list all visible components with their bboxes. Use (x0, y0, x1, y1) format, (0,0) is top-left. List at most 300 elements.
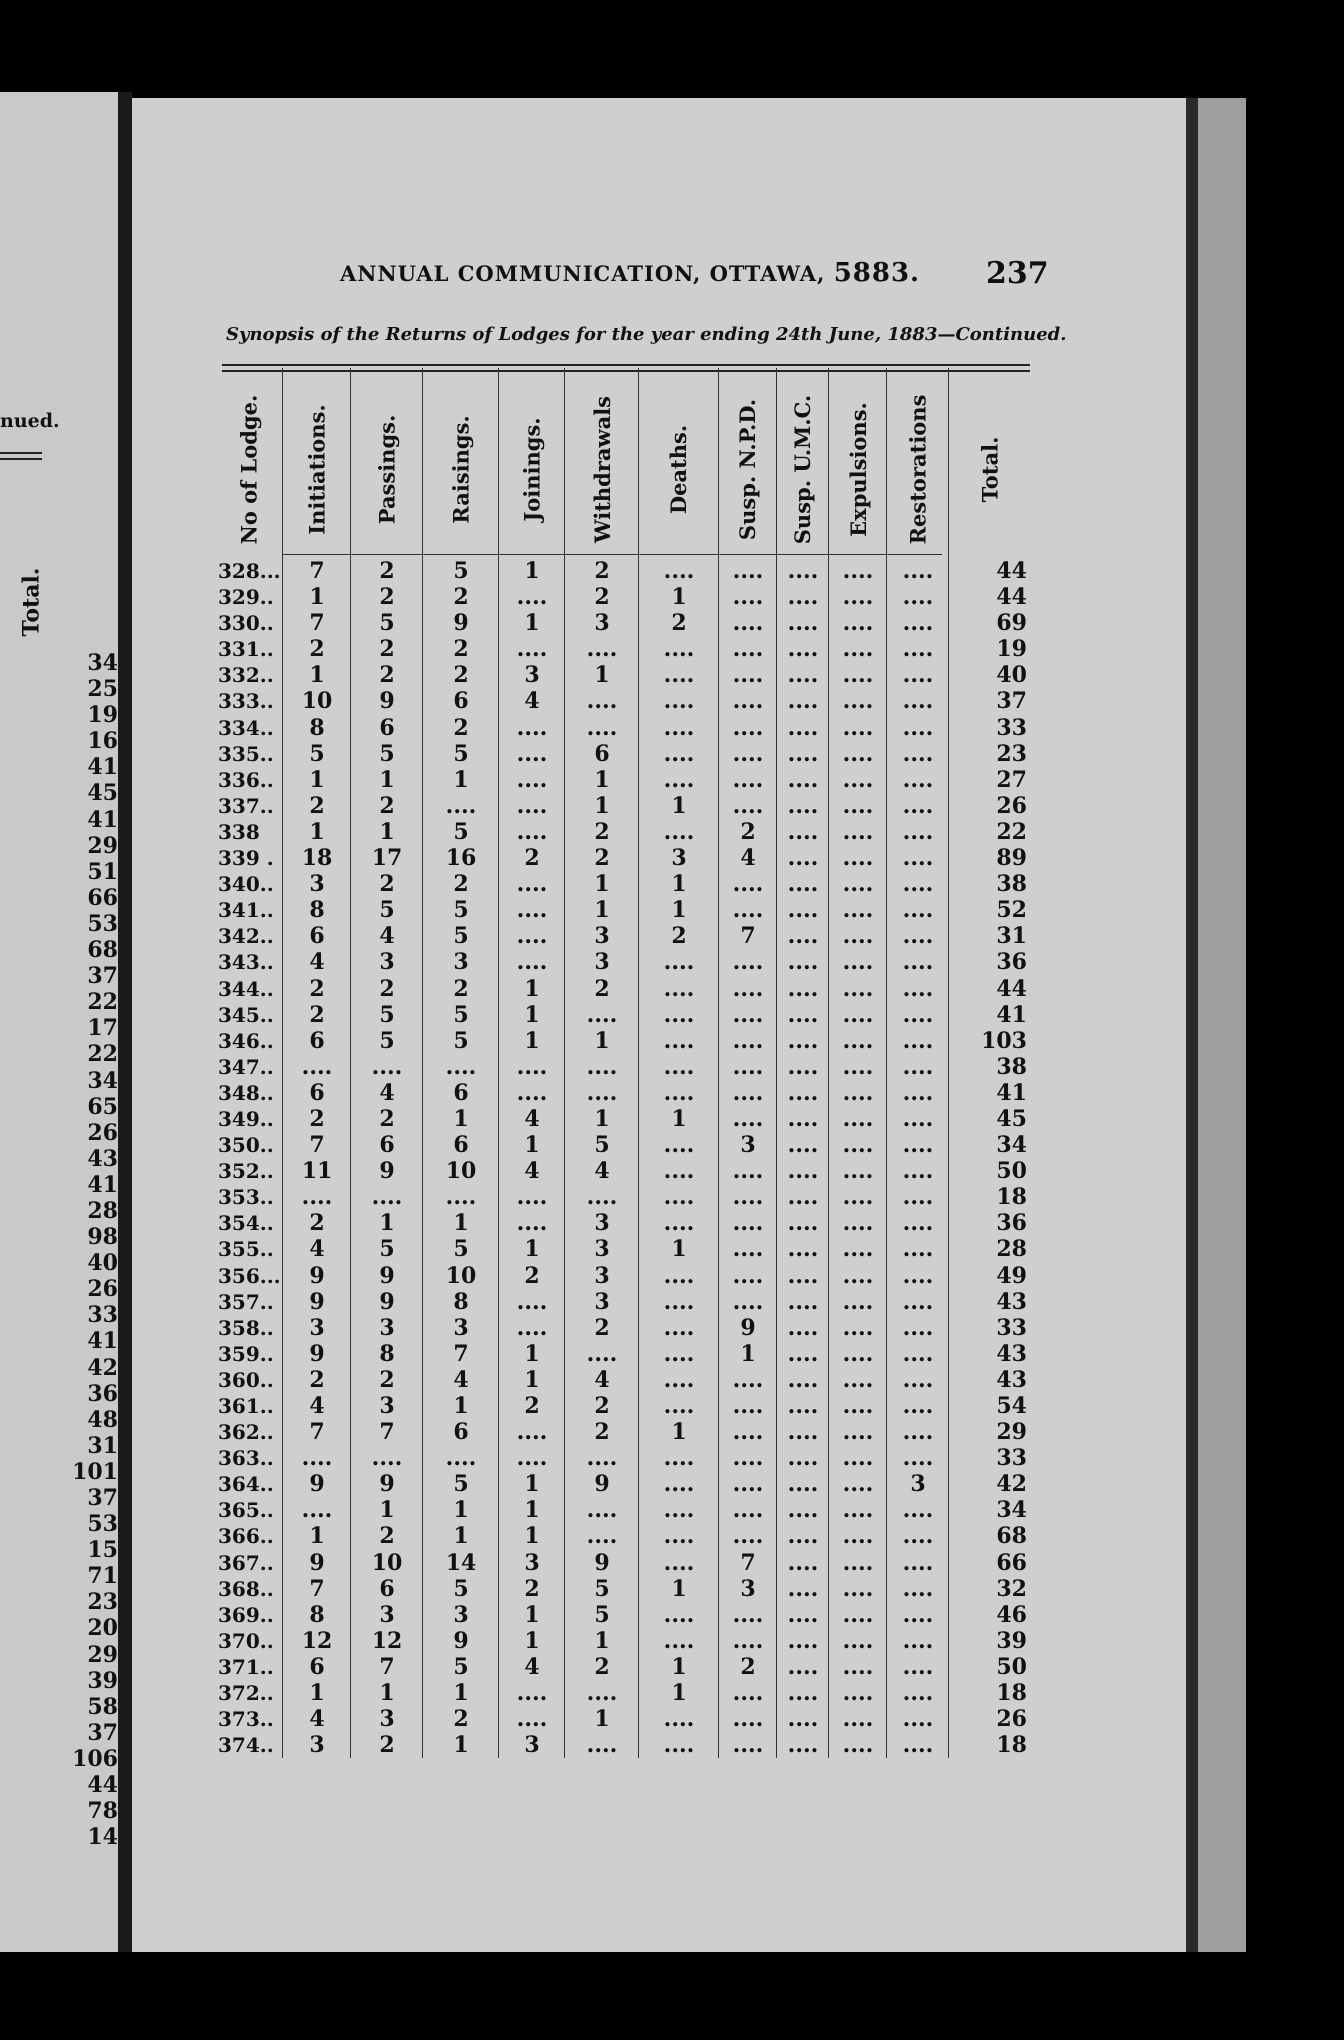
table-cell-initiations: 9 (309, 1471, 325, 1498)
header-deaths: Deaths. (666, 424, 692, 515)
table-cell-raisings: 6 (453, 688, 469, 715)
table-cell-susp-npd: .... (732, 1627, 764, 1654)
table-cell-expulsions: .... (842, 975, 874, 1002)
table-cell-joinings: 1 (524, 1523, 540, 1550)
table-cell-lodge: 342.. (218, 924, 274, 949)
table-cell-passings: 9 (379, 1262, 395, 1289)
table-cell-total: 33 (996, 1445, 1027, 1472)
top-rule (222, 364, 1030, 366)
table-cell-restorations: .... (902, 714, 934, 741)
table-cell-raisings: 3 (453, 1314, 469, 1341)
table-cell-susp-npd: .... (732, 1471, 764, 1498)
table-cell-lodge: 343.. (218, 950, 274, 975)
table-cell-withdrawals: 3 (594, 1236, 610, 1263)
table-cell-restorations: .... (902, 1314, 934, 1341)
table-cell-restorations: .... (902, 1132, 934, 1159)
table-cell-joinings: .... (516, 792, 548, 819)
table-cell-restorations: .... (902, 1053, 934, 1080)
table-cell-deaths: .... (663, 975, 695, 1002)
table-cell-expulsions: .... (842, 1158, 874, 1185)
table-cell-passings: 6 (379, 714, 395, 741)
table-cell-joinings: 1 (524, 1340, 540, 1367)
table-cell-initiations: 1 (309, 1523, 325, 1550)
table-cell-susp-umc: .... (787, 1471, 819, 1498)
table-cell-expulsions: .... (842, 897, 874, 924)
table-cell-withdrawals: .... (586, 688, 618, 715)
table-cell-lodge: 332.. (218, 663, 274, 688)
header-withdrawals: Withdrawals (589, 396, 615, 543)
table-cell-lodge: 333.. (218, 689, 274, 714)
table-cell-expulsions: .... (842, 636, 874, 663)
table-cell-total: 43 (996, 1340, 1027, 1367)
table-cell-expulsions: .... (842, 1575, 874, 1602)
table-cell-deaths: .... (663, 1027, 695, 1054)
left-page-total-value: 39 (87, 1667, 118, 1694)
table-cell-raisings: 9 (453, 1627, 469, 1654)
table-cell-restorations: .... (902, 845, 934, 872)
table-cell-susp-npd: 1 (740, 1340, 756, 1367)
left-page-total-value: 23 (87, 1589, 118, 1616)
table-cell-susp-umc: .... (787, 1158, 819, 1185)
table-cell-susp-npd: .... (732, 1184, 764, 1211)
table-cell-total: 36 (996, 1210, 1027, 1237)
table-cell-expulsions: .... (842, 740, 874, 767)
table-cell-total: 27 (996, 766, 1027, 793)
table-cell-passings: 3 (379, 1393, 395, 1419)
table-cell-lodge: 349.. (218, 1106, 274, 1131)
table-cell-total: 36 (996, 949, 1027, 976)
table-cell-raisings: 5 (453, 1653, 469, 1680)
table-cell-total: 44 (996, 975, 1027, 1002)
column-susp-npd (718, 368, 777, 1758)
left-page-total-value: 53 (87, 1511, 118, 1538)
left-page-total-value: 31 (87, 1432, 118, 1459)
table-cell-restorations: .... (902, 1079, 934, 1106)
divider (0, 458, 42, 460)
table-cell-raisings: 10 (445, 1262, 477, 1289)
table-cell-restorations: .... (902, 662, 934, 689)
table-cell-passings: 9 (379, 1158, 395, 1185)
table-cell-raisings: 3 (453, 949, 469, 976)
table-cell-restorations: .... (902, 636, 934, 663)
table-cell-restorations: .... (902, 1027, 934, 1054)
table-cell-initiations: .... (301, 1184, 333, 1211)
table-cell-restorations: .... (902, 1445, 934, 1472)
table-cell-raisings: 10 (445, 1158, 477, 1185)
table-cell-expulsions: .... (842, 1001, 874, 1028)
table-cell-susp-umc: .... (787, 584, 819, 611)
table-cell-total: 54 (996, 1393, 1027, 1419)
table-cell-susp-npd: .... (732, 871, 764, 898)
table-cell-joinings: 1 (524, 1497, 540, 1524)
table-cell-susp-npd: .... (732, 766, 764, 793)
left-page-total-value: 14 (87, 1824, 118, 1851)
table-cell-initiations: .... (301, 1497, 333, 1524)
table-cell-passings: 7 (379, 1653, 395, 1680)
table-cell-susp-umc: .... (787, 1549, 819, 1576)
table-cell-susp-npd: .... (732, 610, 764, 637)
table-cell-initiations: 2 (309, 1001, 325, 1028)
table-cell-initiations: 9 (309, 1262, 325, 1289)
table-cell-susp-umc: .... (787, 1627, 819, 1654)
table-cell-total: 18 (996, 1732, 1027, 1759)
table-cell-passings: 1 (379, 1210, 395, 1237)
table-cell-initiations: 6 (309, 923, 325, 950)
table-cell-total: 29 (996, 1419, 1027, 1446)
table-cell-restorations: .... (902, 558, 934, 584)
table-cell-initiations: 5 (309, 740, 325, 767)
table-cell-total: 89 (996, 845, 1027, 872)
table-cell-susp-npd: .... (732, 1601, 764, 1628)
table-cell-deaths: .... (663, 688, 695, 715)
table-cell-withdrawals: .... (586, 1079, 618, 1106)
left-page-total-value: 66 (87, 884, 118, 911)
table-cell-restorations: .... (902, 584, 934, 611)
table-cell-initiations: 4 (309, 949, 325, 976)
table-cell-susp-npd: .... (732, 1001, 764, 1028)
table-cell-susp-npd: .... (732, 584, 764, 611)
table-cell-expulsions: .... (842, 1314, 874, 1341)
table-cell-susp-umc: .... (787, 688, 819, 715)
table-cell-joinings: .... (516, 1288, 548, 1315)
table-cell-restorations: .... (902, 1340, 934, 1367)
header-susp-umc: Susp. U.M.C. (790, 394, 816, 545)
divider (0, 452, 42, 454)
table-cell-passings: .... (371, 1053, 403, 1080)
table-cell-expulsions: .... (842, 1132, 874, 1159)
table-cell-deaths: .... (663, 1184, 695, 1211)
column-total (948, 368, 1031, 1758)
table-cell-susp-npd: 9 (740, 1314, 756, 1341)
table-cell-restorations: .... (902, 818, 934, 845)
header-lodge: No of Lodge. (236, 394, 262, 545)
table-cell-total: 44 (996, 584, 1027, 611)
table-cell-susp-npd: .... (732, 897, 764, 924)
table-cell-withdrawals: 4 (594, 1366, 610, 1393)
table-cell-susp-npd: .... (732, 1419, 764, 1446)
table-cell-initiations: 4 (309, 1236, 325, 1263)
header-joinings: Joinings. (519, 417, 545, 522)
table-cell-initiations: 10 (301, 688, 333, 715)
table-cell-passings: 17 (371, 845, 403, 872)
table-cell-raisings: 5 (453, 1575, 469, 1602)
table-cell-susp-npd: .... (732, 1445, 764, 1472)
table-cell-initiations: 9 (309, 1340, 325, 1367)
left-page-total-value: 37 (87, 963, 118, 990)
left-page-total-value: 51 (87, 858, 118, 885)
table-cell-passings: 9 (379, 688, 395, 715)
table-cell-lodge: 357.. (218, 1289, 274, 1314)
left-page-total-value: 28 (87, 1197, 118, 1224)
table-cell-lodge: 352.. (218, 1159, 274, 1184)
table-cell-susp-umc: .... (787, 1680, 819, 1707)
table-cell-susp-umc: .... (787, 1288, 819, 1315)
table-cell-raisings: 2 (453, 1706, 469, 1733)
table-cell-susp-umc: .... (787, 1706, 819, 1733)
table-cell-withdrawals: 2 (594, 1393, 610, 1419)
table-cell-lodge: 370.. (218, 1628, 274, 1653)
table-cell-susp-umc: .... (787, 1236, 819, 1263)
left-page-total-value: 37 (87, 1485, 118, 1511)
table-cell-withdrawals: 4 (594, 1158, 610, 1185)
table-cell-raisings: 9 (453, 610, 469, 637)
table-cell-lodge: 339 . (218, 846, 274, 871)
table-cell-raisings: 5 (453, 1471, 469, 1498)
table-cell-raisings: 1 (453, 1523, 469, 1550)
left-page-total-value: 15 (87, 1537, 118, 1564)
table-cell-withdrawals: 1 (594, 766, 610, 793)
table-cell-passings: 2 (379, 792, 395, 819)
table-cell-withdrawals: .... (586, 1053, 618, 1080)
table-cell-deaths: .... (663, 1314, 695, 1341)
table-cell-deaths: .... (663, 1523, 695, 1550)
table-cell-total: 33 (996, 714, 1027, 741)
table-cell-deaths: 1 (671, 897, 687, 924)
table-cell-withdrawals: 5 (594, 1601, 610, 1628)
table-cell-passings: 8 (379, 1340, 395, 1367)
left-page-total-value: 17 (87, 1015, 118, 1042)
table-cell-susp-umc: .... (787, 1132, 819, 1159)
table-cell-susp-npd: .... (732, 1288, 764, 1315)
table-cell-withdrawals: .... (586, 1184, 618, 1211)
table-cell-joinings: 1 (524, 975, 540, 1002)
table-cell-joinings: 4 (524, 688, 540, 715)
table-cell-joinings: .... (516, 897, 548, 924)
table-cell-deaths: 1 (671, 1680, 687, 1707)
table-cell-withdrawals: 1 (594, 662, 610, 689)
table-cell-expulsions: .... (842, 1419, 874, 1446)
table-cell-susp-npd: .... (732, 1105, 764, 1132)
table-cell-raisings: 1 (453, 1497, 469, 1524)
table-cell-expulsions: .... (842, 1027, 874, 1054)
table-cell-joinings: .... (516, 871, 548, 898)
table-cell-deaths: 1 (671, 792, 687, 819)
table-cell-initiations: 11 (301, 1158, 333, 1185)
table-cell-lodge: 366.. (218, 1524, 274, 1549)
table-cell-withdrawals: 9 (594, 1549, 610, 1576)
table-cell-passings: 5 (379, 1001, 395, 1028)
table-cell-initiations: 7 (309, 1132, 325, 1159)
table-cell-joinings: .... (516, 818, 548, 845)
table-cell-withdrawals: 6 (594, 740, 610, 767)
table-cell-raisings: 5 (453, 897, 469, 924)
table-cell-raisings: 2 (453, 975, 469, 1002)
table-cell-restorations: .... (902, 1210, 934, 1237)
left-page-total-value: 16 (87, 728, 118, 755)
left-page-total-value: 106 (72, 1745, 118, 1772)
table-cell-raisings: 6 (453, 1079, 469, 1106)
table-cell-total: 18 (996, 1184, 1027, 1211)
table-cell-susp-umc: .... (787, 1053, 819, 1080)
table-cell-joinings: .... (516, 766, 548, 793)
table-cell-passings: 2 (379, 871, 395, 898)
table-cell-restorations: .... (902, 1680, 934, 1707)
table-cell-joinings: .... (516, 923, 548, 950)
table-cell-deaths: .... (663, 740, 695, 767)
table-cell-expulsions: .... (842, 766, 874, 793)
table-cell-restorations: .... (902, 1262, 934, 1289)
table-cell-raisings: 5 (453, 1236, 469, 1263)
table-cell-passings: 2 (379, 1732, 395, 1759)
table-cell-total: 68 (996, 1523, 1027, 1550)
table-cell-total: 32 (996, 1575, 1027, 1602)
table-cell-lodge: 362.. (218, 1420, 274, 1445)
table-cell-restorations: .... (902, 871, 934, 898)
table-cell-passings: 2 (379, 558, 395, 584)
table-cell-restorations: .... (902, 975, 934, 1002)
table-cell-expulsions: .... (842, 662, 874, 689)
table-cell-deaths: 1 (671, 1575, 687, 1602)
table-cell-joinings: .... (516, 1445, 548, 1472)
table-cell-lodge: 369.. (218, 1602, 274, 1627)
left-page-total-value: 43 (87, 1145, 118, 1172)
left-page-total-value: 29 (87, 832, 118, 859)
table-cell-joinings: 4 (524, 1653, 540, 1680)
table-cell-total: 46 (996, 1601, 1027, 1628)
table-cell-lodge: 367.. (218, 1550, 274, 1575)
table-cell-lodge: 350.. (218, 1133, 274, 1158)
table-cell-expulsions: .... (842, 792, 874, 819)
table-cell-restorations: .... (902, 1288, 934, 1315)
book-gutter (118, 92, 132, 1952)
table-cell-susp-npd: .... (732, 662, 764, 689)
table-cell-susp-umc: .... (787, 1445, 819, 1472)
table-cell-joinings: .... (516, 1184, 548, 1211)
table-cell-passings: 2 (379, 975, 395, 1002)
table-cell-withdrawals: .... (586, 1523, 618, 1550)
table-cell-expulsions: .... (842, 1706, 874, 1733)
table-cell-restorations: .... (902, 610, 934, 637)
table-cell-initiations: 1 (309, 662, 325, 689)
table-cell-initiations: .... (301, 1053, 333, 1080)
left-page-total-value: 41 (87, 1328, 118, 1355)
table-cell-initiations: 2 (309, 975, 325, 1002)
table-cell-susp-umc: .... (787, 1340, 819, 1367)
table-cell-joinings: 1 (524, 610, 540, 637)
left-page-total-value: 34 (87, 650, 118, 676)
table-cell-raisings: 1 (453, 766, 469, 793)
table-cell-susp-umc: .... (787, 792, 819, 819)
table-cell-susp-umc: .... (787, 845, 819, 872)
table-cell-withdrawals: .... (586, 1497, 618, 1524)
table-cell-restorations: .... (902, 1627, 934, 1654)
table-cell-lodge: 330.. (218, 611, 274, 636)
table-cell-passings: 2 (379, 662, 395, 689)
table-cell-passings: 1 (379, 766, 395, 793)
table-cell-total: 37 (996, 688, 1027, 715)
table-cell-total: 31 (996, 923, 1027, 950)
left-page-total-value: 53 (87, 910, 118, 937)
table-cell-susp-npd: 3 (740, 1575, 756, 1602)
table-cell-deaths: .... (663, 1549, 695, 1576)
table-cell-expulsions: .... (842, 1288, 874, 1315)
table-cell-raisings: 6 (453, 1132, 469, 1159)
table-cell-joinings: .... (516, 1079, 548, 1106)
left-page-total-value: 101 (72, 1458, 118, 1485)
table-cell-passings: 2 (379, 636, 395, 663)
left-page-total-value: 20 (87, 1615, 118, 1642)
table-cell-susp-umc: .... (787, 1001, 819, 1028)
table-cell-initiations: 7 (309, 1575, 325, 1602)
table-cell-susp-npd: .... (732, 1523, 764, 1550)
table-cell-deaths: .... (663, 1471, 695, 1498)
table-cell-deaths: .... (663, 1627, 695, 1654)
table-cell-expulsions: .... (842, 818, 874, 845)
table-cell-passings: 10 (371, 1549, 403, 1576)
table-cell-withdrawals: 2 (594, 1419, 610, 1446)
table-cell-restorations: .... (902, 1105, 934, 1132)
left-page-total-value: 37 (87, 1719, 118, 1746)
table-cell-expulsions: .... (842, 1053, 874, 1080)
column-restorations (886, 368, 949, 1758)
table-cell-lodge: 353.. (218, 1185, 274, 1210)
table-cell-withdrawals: 1 (594, 897, 610, 924)
left-page-total-value: 29 (87, 1641, 118, 1668)
column-initiations (282, 368, 351, 1758)
table-cell-withdrawals: .... (586, 1445, 618, 1472)
table-cell-susp-umc: .... (787, 1079, 819, 1106)
table-cell-susp-umc: .... (787, 1314, 819, 1341)
table-cell-joinings: 2 (524, 1393, 540, 1419)
table-cell-initiations: 12 (301, 1627, 333, 1654)
table-cell-passings: 4 (379, 1079, 395, 1106)
table-cell-lodge: 354.. (218, 1211, 274, 1236)
table-cell-passings: .... (371, 1445, 403, 1472)
left-page-total-value: 41 (87, 806, 118, 833)
table-cell-withdrawals: 1 (594, 871, 610, 898)
table-cell-raisings: .... (445, 1445, 477, 1472)
header-total: Total. (977, 436, 1003, 503)
left-page-header-fragment: nued. (0, 410, 60, 432)
table-cell-raisings: 14 (445, 1549, 477, 1576)
table-cell-expulsions: .... (842, 558, 874, 584)
table-cell-expulsions: .... (842, 1079, 874, 1106)
table-cell-joinings: 2 (524, 1262, 540, 1289)
table-cell-total: 45 (996, 1105, 1027, 1132)
table-cell-lodge: 364.. (218, 1472, 274, 1497)
table-cell-expulsions: .... (842, 714, 874, 741)
table-cell-expulsions: .... (842, 1680, 874, 1707)
left-page-total-header: Total. (18, 567, 44, 637)
table-cell-expulsions: .... (842, 1105, 874, 1132)
table-cell-susp-npd: .... (732, 1027, 764, 1054)
table-cell-restorations: .... (902, 1601, 934, 1628)
table-cell-susp-umc: .... (787, 1732, 819, 1759)
table-cell-total: 22 (996, 818, 1027, 845)
table-cell-deaths: .... (663, 636, 695, 663)
table-cell-withdrawals: 1 (594, 1627, 610, 1654)
table-cell-expulsions: .... (842, 1653, 874, 1680)
table-cell-lodge: 372.. (218, 1681, 274, 1706)
table-cell-expulsions: .... (842, 1262, 874, 1289)
table-cell-restorations: .... (902, 1236, 934, 1263)
table-cell-lodge: 334.. (218, 715, 274, 740)
table-cell-lodge: 358.. (218, 1315, 274, 1340)
table-cell-passings: 4 (379, 923, 395, 950)
left-page-total-column (38, 650, 118, 1850)
table-cell-withdrawals: 1 (594, 792, 610, 819)
table-cell-total: 28 (996, 1236, 1027, 1263)
table-cell-joinings: .... (516, 1419, 548, 1446)
table-cell-raisings: 1 (453, 1680, 469, 1707)
table-cell-susp-umc: .... (787, 1366, 819, 1393)
table-cell-joinings: .... (516, 714, 548, 741)
table-cell-restorations: .... (902, 1158, 934, 1185)
table-cell-susp-npd: .... (732, 1158, 764, 1185)
next-page-edge (1198, 98, 1246, 1952)
table-cell-joinings: .... (516, 949, 548, 976)
left-page-total-value: 45 (87, 780, 118, 807)
